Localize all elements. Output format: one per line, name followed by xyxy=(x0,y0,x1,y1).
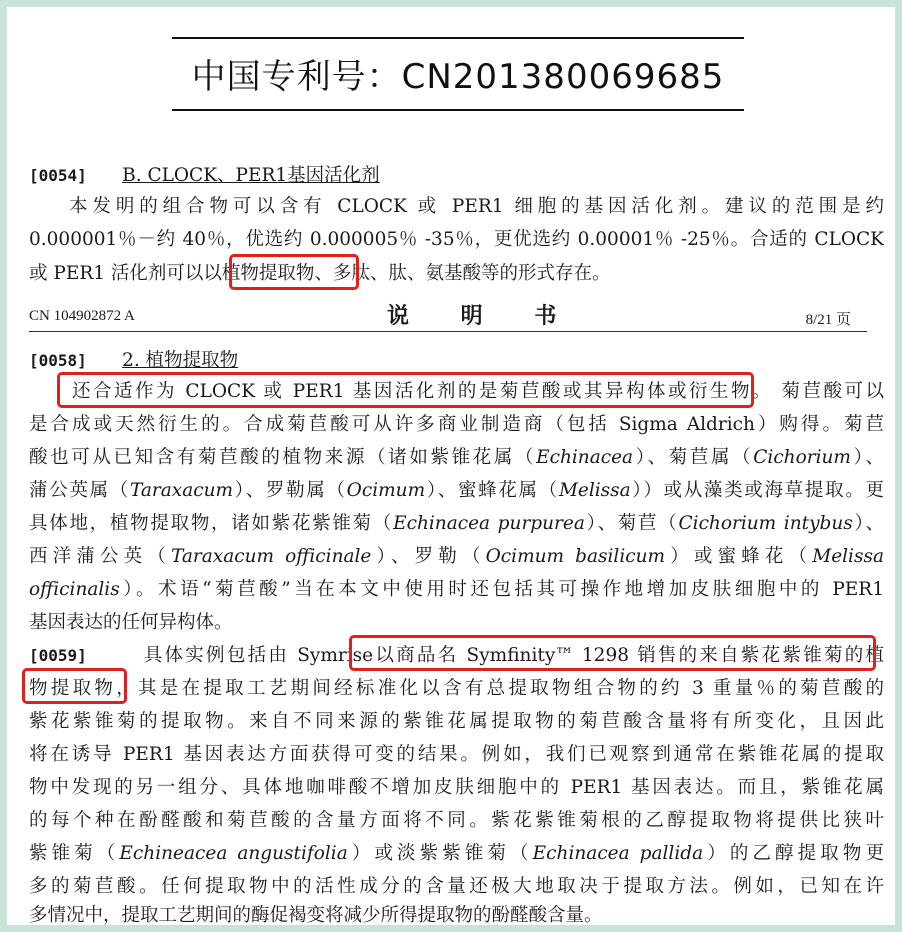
text-line xyxy=(29,678,884,700)
text-span: ）、菊苣属（ xyxy=(633,447,754,468)
text-span: ，其是在提取工艺期间经标准化以含有总提取物组合物的约 3 重量％的菊苣酸的 xyxy=(116,678,884,699)
text-span: ）、蜜蜂花属（ xyxy=(425,480,559,501)
text-span: 菊苣酸可以 xyxy=(781,381,884,402)
latin-name: Ocimum xyxy=(346,480,426,501)
latin-name: Echinacea purpurea xyxy=(393,513,585,534)
text-line xyxy=(29,513,884,535)
text-line xyxy=(29,579,884,601)
latin-name: Echinacea pallida xyxy=(532,843,704,864)
text-span: ）、罗勒属（ xyxy=(233,480,347,501)
text-line xyxy=(29,546,884,568)
latin-name: Melissa xyxy=(558,480,631,501)
highlighted-term: 物提取物 xyxy=(29,678,117,699)
text-span: 酸也可从已知含有菊苣酸的植物来源（诸如紫锥花属（ xyxy=(29,447,537,468)
text-line xyxy=(29,263,884,285)
text-span: 具体地，植物提取物，诸如紫花紫锥菊（ xyxy=(29,513,394,534)
latin-name: Cichorium xyxy=(753,447,851,468)
text-line: 紫花紫锥菊的提取物。来自不同来源的紫锥花属提取物的菊苣酸含量将有所变化，且因此 xyxy=(29,711,884,732)
text-span: ））或从藻类或海草提取。更 xyxy=(630,480,884,501)
paragraph-0058-heading xyxy=(29,350,884,372)
patent-number-title: 中国专利号：CN201380069685 xyxy=(191,57,725,97)
text-span: ）、 xyxy=(850,447,884,468)
publication-number: CN 104902872 A xyxy=(29,308,135,324)
patent-title-banner xyxy=(172,37,744,111)
text-span: 、多肽、肽、氨基酸等的形式存在。 xyxy=(314,263,611,284)
document-type-title: 说 明 书 xyxy=(387,304,579,329)
highlight-box xyxy=(57,372,754,408)
paragraph-tag: [0059] xyxy=(29,646,87,665)
title-bottom-rule xyxy=(172,109,744,111)
text-span: ）、罗勒（ xyxy=(371,546,486,567)
section-heading: 2. 植物提取物 xyxy=(122,350,239,371)
header-rule xyxy=(29,331,867,332)
text-span: ）、菊苣（ xyxy=(584,513,679,534)
text-span: ）。术语“菊苣酸”当在本文中使用时还包括其可操作地增加皮肤细胞中的 PER1 xyxy=(119,579,884,600)
paragraph-tag: [0054] xyxy=(29,166,87,185)
paragraph-0054-heading xyxy=(29,165,884,187)
text-line: 0.000001％－约 40％，优选约 0.000005％ -35％，更优选约 0.00001％ -25％。合适的 CLOCK xyxy=(29,229,884,250)
latin-name: Echineacea angustifolia xyxy=(119,843,348,864)
text-span: ）或淡紫紫锥菊（ xyxy=(347,843,533,864)
text-line: 多情况中，提取工艺期间的酶促褐变将减少所得提取物的酚醛酸含量。 xyxy=(29,905,603,926)
text-line: 物中发现的另一组分、具体地咖啡酸不增加皮肤细胞中的 PER1 基因表达。而且，紫锥花属 xyxy=(29,777,884,798)
page-number: 8/21 页 xyxy=(805,312,851,328)
text-span: 或 PER1 活化剂可以以 xyxy=(29,263,222,284)
text-span: 西洋蒲公英（ xyxy=(29,546,171,567)
text-line: 是合成或天然衍生的。合成菊苣酸可从许多商业制造商（包括 Sigma Aldrich）购得。菊苣 xyxy=(29,414,884,435)
section-heading: B. CLOCK、PER1基因活化剂 xyxy=(122,165,380,186)
latin-name: Taraxacum officinale xyxy=(171,546,372,567)
highlighted-sentence: 以商品名 Symfinity™ 1298 销售的来自紫花紫锥菊的植 xyxy=(373,645,884,666)
text-line xyxy=(29,480,884,502)
text-line xyxy=(29,447,884,469)
text-span: ）、 xyxy=(852,513,884,534)
text-span: ）的乙醇提取物更 xyxy=(703,843,884,864)
latin-name: Echinacea xyxy=(536,447,634,468)
text-line: 多的菊苣酸。任何提取物中的活性成分的含量还极大地取决于提取方法。例如，已知在许 xyxy=(29,876,884,897)
highlighted-term: 植物提取物 xyxy=(221,263,315,284)
highlight-box xyxy=(229,254,359,290)
text-line: 本发明的组合物可以含有 CLOCK 或 PER1 细胞的基因活化剂。建议的范围是约 xyxy=(69,196,884,217)
highlight-box xyxy=(22,668,127,704)
text-span: 具体实例包括由 Symrise xyxy=(143,645,374,666)
highlight-box xyxy=(349,635,876,671)
latin-name: Melissa xyxy=(812,546,884,567)
highlighted-sentence: 还合适作为 CLOCK 或 PER1 基因活化剂的是菊苣酸或其异构体或衍生物。 xyxy=(72,381,774,402)
latin-name: Cichorium intybus xyxy=(678,513,853,534)
latin-name: Taraxacum xyxy=(129,480,234,501)
text-line: 将在诱导 PER1 基因表达方面获得可变的结果。例如，我们已观察到通常在紫锥花属的提取 xyxy=(29,744,884,765)
latin-name: Ocimum basilicum xyxy=(485,546,666,567)
text-span: ）或蜜蜂花（ xyxy=(665,546,813,567)
text-line xyxy=(29,843,884,865)
text-span: 蒲公英属（ xyxy=(29,480,130,501)
latin-name: officinalis xyxy=(29,579,120,600)
text-span: 紫锥菊（ xyxy=(29,843,120,864)
text-line: 基因表达的任何异构体。 xyxy=(29,612,233,633)
text-line: 的每个种在酚醛酸和菊苣酸的含量方面将不同。紫花紫锥菊根的乙醇提取物将提供比狭叶 xyxy=(29,810,884,831)
title-top-rule xyxy=(172,37,744,39)
paragraph-tag: [0058] xyxy=(29,351,87,370)
